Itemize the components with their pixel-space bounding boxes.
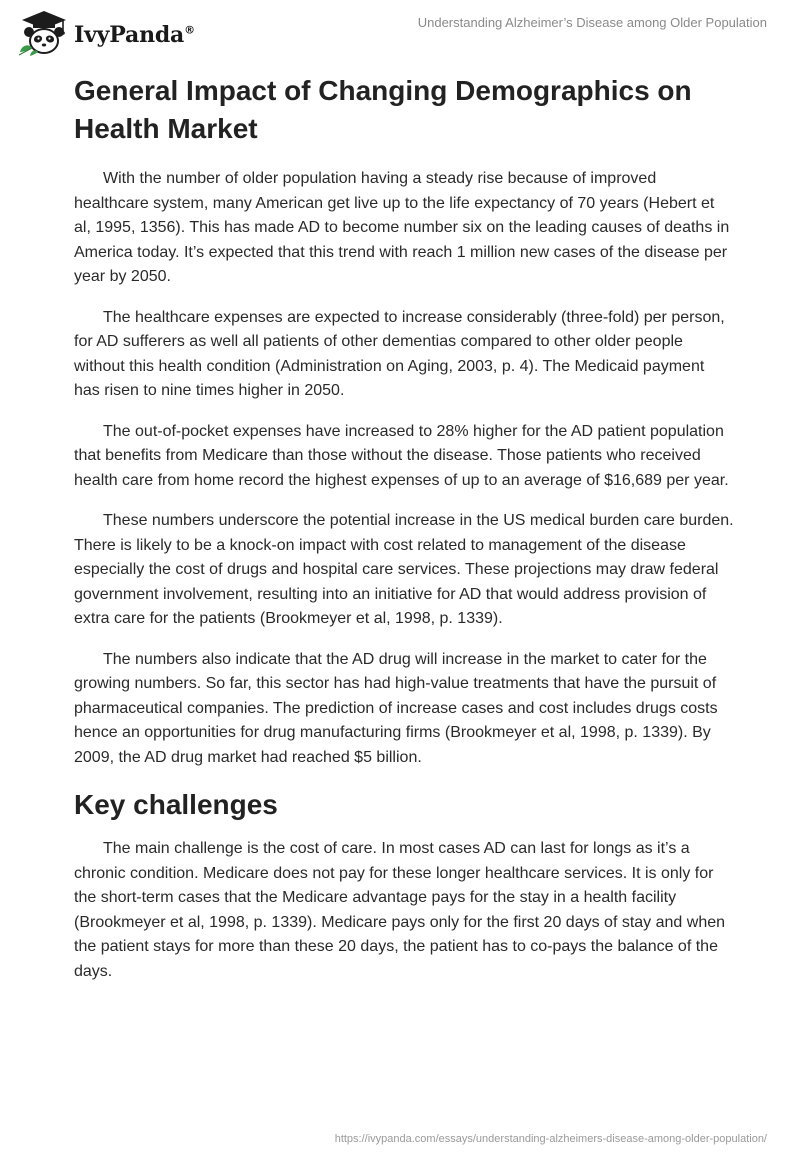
paragraph: The numbers also indicate that the AD drug will increase in the market to cater for the growing numbers. So far, this sector has had high-value treatments that have the pursuit of pharmaceutical companies. The prediction of increase cases and cost includes drugs costs hence an opportunities for drug manufacturing firms (Brookmeyer et al, 1998, p. 1339). By 2009, the AD drug market had reached $5 billion. [74,650,718,766]
ivypanda-logo[interactable] [16,8,195,60]
paragraph: These numbers underscore the potential increase in the US medical burden care burden. There is likely to be a knock-on impact with cost related to management of the disease especially the cost of drugs and hospital care services. These projections may draw federal government involvement, resulting into an initiative for AD that would address provision of extra care for the patients (Brookmeyer et al, 1998, p. 1339). [74,512,734,627]
paragraph: With the number of older population having a steady rise because of improved healthcare system, many American get live up to the life expectancy of 70 years (Hebert et al, 1995, 1356). This has made AD to become number six on the leading causes of deaths in America today. It’s expected that this trend with reach 1 million new cases of the disease per year by 2050. [74,170,730,285]
logo-wordmark: IvyPanda® [74,22,195,48]
paragraph: The main challenge is the cost of care. In most cases AD can last for longs as it’s a chronic condition. Medicare does not pay for these longer healthcare services. It is only for the short-term cases that the Medicare advantage pays for the stay in a health facility (Brookmeyer et al, 1998, p. 1339). Medicare pays only for the first 20 days of stay and when the patient stays for more than these 20 days, the patient has to co-pays the balance of the days. [74,840,726,980]
section-heading-key-challenges: Key challenges [74,789,278,820]
source-url[interactable]: https://ivypanda.com/essays/understanding-alzheimers-disease-among-older-population/ [334,1133,767,1145]
paragraph: The out-of-pocket expenses have increased to 28% higher for the AD patient population that benefits from Medicare than those without the disease. Those patients who received health care from home record the highest expenses of up to an average of $16,689 per year. [74,422,729,489]
paragraph: The healthcare expenses are expected to increase considerably (three-fold) per person, for AD sufferers as well all patients of other dementias compared to other older people without this health condition (Administration on Aging, 2003, p. 4). The Medicaid payment has risen to nine times higher in 2050. [74,308,725,399]
essay-content [74,72,734,1000]
panda-graduation-cap-icon [16,8,72,60]
page-header [0,0,800,70]
document-title: Understanding Alzheimer’s Disease among Older Population [417,15,767,30]
section-heading-impact: General Impact of Changing Demographics on Health Market [74,75,692,144]
